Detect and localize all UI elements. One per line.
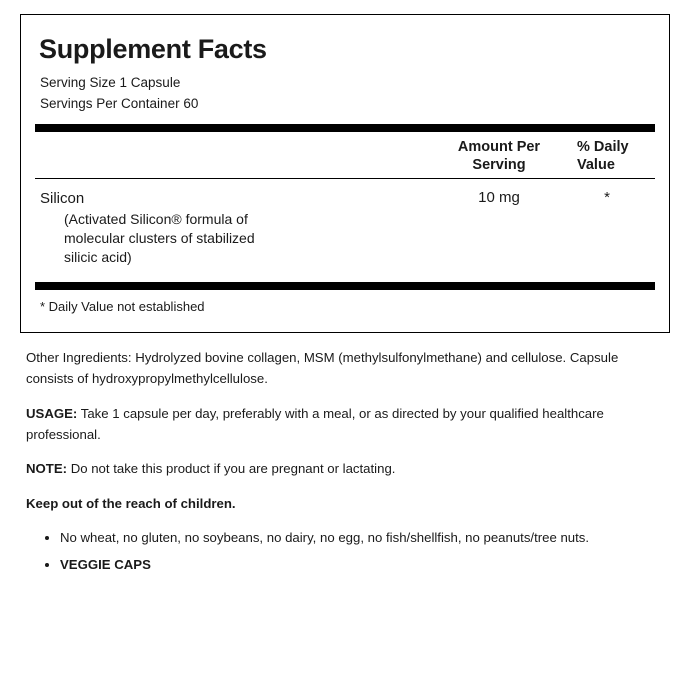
list-item: • No wheat, no gluten, no soybeans, no dairy, no egg, no fish/shellfish, no peanuts/tree nuts.: [60, 527, 664, 548]
column-header-amount-line2: Serving: [472, 157, 526, 174]
label-body-copy: [20, 333, 670, 576]
nutrient-amount: 10 mg: [478, 189, 520, 207]
column-header-dv-line1: % Daily: [577, 139, 629, 156]
daily-value-footnote: * Daily Value not established: [40, 298, 205, 314]
usage-text: Take 1 capsule per day, preferably with a meal, or as directed by your qualified healthcare professional.: [26, 405, 604, 442]
column-header-amount-per-serving: [439, 138, 559, 174]
column-header-amount-line1: Amount Per: [457, 139, 541, 156]
nutrient-name: Silicon: [40, 190, 85, 208]
list-item: • VEGGIE CAPS: [60, 554, 664, 575]
note-text: Do not take this product if you are pregnant or lactating.: [67, 461, 396, 477]
table-row: [35, 179, 655, 272]
other-ingredients-paragraph: Other Ingredients: Hydrolyzed bovine collagen, MSM (methylsulfonylmethane) and cellulose. Capsule consists of hydroxypropylmethylcellulose.: [26, 349, 619, 387]
serving-size-text: Serving Size 1 Capsule: [40, 75, 181, 91]
page-title: Supplement Facts: [39, 34, 267, 64]
servings-per-container-text: Servings Per Container 60: [40, 96, 199, 112]
divider-thick-top: [35, 124, 655, 132]
usage-paragraph: [26, 403, 664, 446]
column-header-dv-line2: Value: [577, 157, 615, 174]
nutrient-description-line3: silicic acid): [64, 248, 132, 265]
usage-label: USAGE:: [26, 405, 78, 421]
column-header-daily-value: [577, 138, 655, 174]
note-label: NOTE:: [26, 461, 68, 477]
keep-out-warning: Keep out of the reach of children.: [26, 495, 236, 511]
nutrient-daily-value: *: [604, 189, 610, 207]
table-header-row: [35, 132, 655, 178]
nutrient-description-line1: (Activated Silicon® formula of: [64, 210, 248, 227]
divider-thick-bottom: [35, 282, 655, 290]
nutrient-description: [40, 210, 439, 267]
nutrient-description-line2: molecular clusters of stabilized: [64, 229, 255, 246]
note-paragraph: [26, 458, 664, 479]
nutrient-name-cell: [35, 189, 439, 266]
features-list: [26, 527, 664, 575]
supplement-facts-panel: [20, 14, 670, 333]
